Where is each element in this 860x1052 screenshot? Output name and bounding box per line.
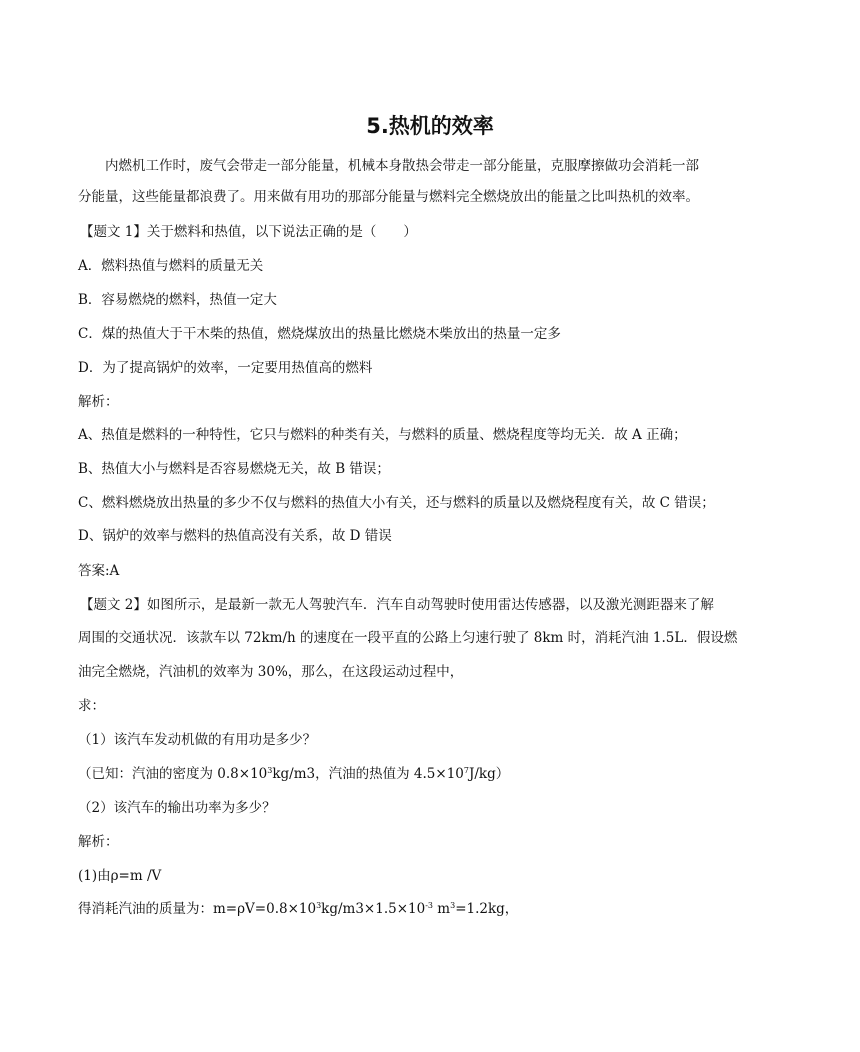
known-text-2: kg/m3，汽油的热值为 4.5×10	[272, 766, 464, 782]
mass-exponent-1: 3	[316, 901, 322, 910]
mass-text-3: m	[433, 901, 451, 917]
question-2-mass-calculation	[78, 899, 518, 919]
mass-text-1: 得消耗汽油的质量为：m=ρV=0.8×10	[78, 901, 317, 917]
question-1-analysis-c: C、燃料燃烧放出热量的多少不仅与燃料的热值大小有关，还与燃料的质量以及燃烧程度有关，故 C 错误；	[78, 495, 715, 511]
question-2-stem-line-2: 周围的交通状况．该款车以 72km/h 的速度在一段平直的公路上匀速行驶了 8km 时，消耗汽油 1.5L．假设燃	[78, 630, 738, 646]
question-1-answer: 答案:A	[78, 563, 120, 579]
mass-text-2: kg/m3×1.5×10	[321, 901, 426, 917]
question-2-stem-line-3: 油完全燃烧，汽油机的效率为 30%，那么，在这段运动过程中，	[78, 664, 464, 680]
page-title: 5.热机的效率	[366, 114, 494, 138]
question-1-analysis-d: D、锅炉的效率与燃料的热值高没有关系，故 D 错误	[78, 528, 392, 544]
question-2-analysis-label: 解析：	[78, 834, 119, 850]
question-2-known-values	[78, 764, 509, 784]
question-1-analysis-a: A、热值是燃料的一种特性，它只与燃料的种类有关，与燃料的质量、燃烧程度等均无关．故 A 正确；	[78, 427, 687, 443]
intro-paragraph-line-2: 分能量，这些能量都浪费了。用来做有用功的那部分能量与燃料完全燃烧放出的能量之比叫热机的效率。	[78, 189, 699, 205]
question-1-analysis-label: 解析：	[78, 394, 119, 410]
question-2-stem-line-1: 【题文 2】如图所示，是最新一款无人驾驶汽车．汽车自动驾驶时使用雷达传感器，以及激光测距器来了解	[80, 597, 714, 613]
mass-text-4: =1.2kg，	[455, 901, 519, 917]
question-1-option-a: A．燃料热值与燃料的质量无关	[78, 258, 264, 274]
known-exponent-2: 7	[463, 766, 469, 775]
question-2-sub-2: （2）该汽车的输出功率为多少？	[78, 800, 276, 816]
known-exponent-1: 3	[267, 766, 273, 775]
question-1-analysis-b: B、热值大小与燃料是否容易燃烧无关，故 B 错误；	[78, 461, 390, 477]
question-1-option-b: B．容易燃烧的燃料，热值一定大	[78, 292, 277, 308]
known-text-1: （已知：汽油的密度为 0.8×10	[78, 766, 268, 782]
mass-exponent-3: 3	[450, 901, 456, 910]
known-text-3: J/kg）	[468, 766, 510, 782]
question-1-option-d: D．为了提高锅炉的效率，一定要用热值高的燃料	[78, 360, 373, 376]
question-1-option-c: C．煤的热值大于干木柴的热值，燃烧煤放出的热量比燃烧木柴放出的热量一定多	[78, 326, 561, 342]
question-1-stem: 【题文 1】关于燃料和热值，以下说法正确的是（ ）	[80, 224, 417, 240]
mass-exponent-2: -3	[425, 901, 434, 910]
question-2-sub-1: （1）该汽车发动机做的有用功是多少？	[78, 732, 317, 748]
question-2-step-1: (1)由ρ=m /V	[78, 868, 162, 884]
question-2-ask: 求：	[78, 698, 105, 714]
intro-paragraph-line-1: 内燃机工作时，废气会带走一部分能量，机械本身散热会带走一部分能量，克服摩擦做功会消耗一部	[105, 158, 699, 174]
